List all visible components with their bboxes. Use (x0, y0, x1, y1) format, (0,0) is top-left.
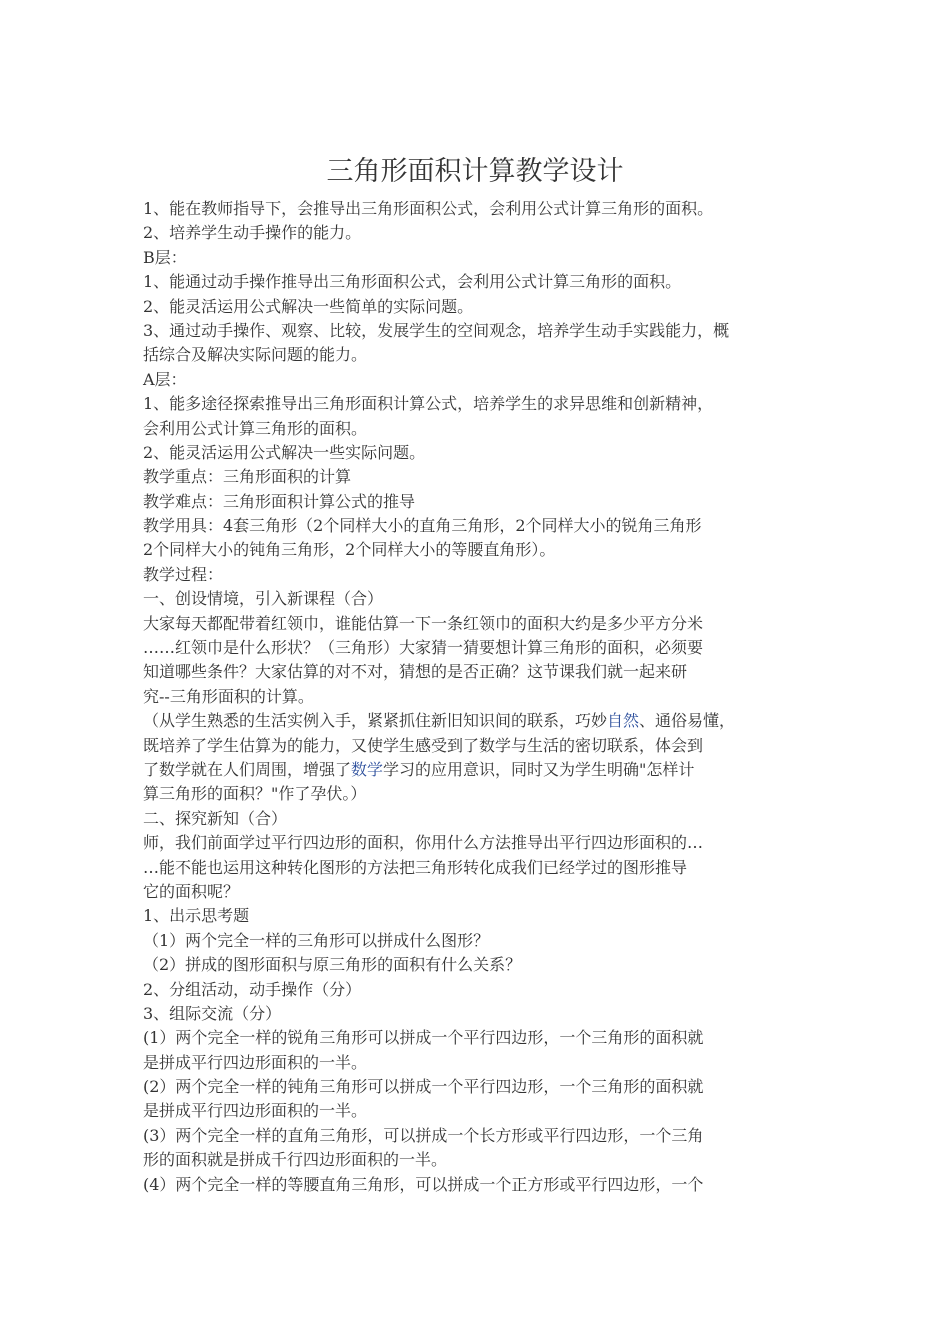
text-line: 是拼成平行四边形面积的一半。 (143, 1052, 368, 1072)
link-ziran[interactable]: 自然 (607, 711, 640, 731)
text-line: 教学重点：三角形面积的计算 (143, 467, 352, 487)
text-line: 教学用具：4套三角形（2个同样大小的直角三角形，2个同样大小的锐角三角形 (143, 516, 702, 536)
text-line: 是拼成平行四边形面积的一半。 (143, 1101, 368, 1121)
text-line: 1、能多途径探索推导出三角形面积计算公式，培养学生的求异思维和创新精神， (143, 394, 714, 414)
text-line: 1、出示思考题 (143, 906, 250, 926)
document-title: 三角形面积计算教学设计 (326, 156, 624, 187)
text-line: A层： (143, 369, 187, 389)
text-line: 究--三角形面积的计算。 (143, 686, 314, 706)
text-line: 2、能灵活运用公式解决一些简单的实际问题。 (143, 296, 474, 316)
text-line: …能不能也运用这种转化图形的方法把三角形转化成我们已经学过的图形推导 (143, 857, 688, 877)
text-line: 2个同样大小的钝角三角形，2个同样大小的等腰直角形）。 (143, 540, 556, 560)
text-line: 大家每天都配带着红领巾，谁能估算一下一条红领巾的面积大约是多少平方分米 (143, 613, 704, 633)
text-line: 一、创设情境，引入新课程（合） (143, 589, 384, 609)
text-line: (1）两个完全一样的锐角三角形可以拼成一个平行四边形，一个三角形的面积就 (143, 1028, 704, 1048)
note-line (143, 709, 811, 733)
document-body (143, 197, 811, 1197)
text-line: (4）两个完全一样的等腰直角三角形，可以拼成一个正方形或平行四边形，一个 (143, 1174, 704, 1194)
text-line: 它的面积呢？ (143, 881, 240, 901)
text-line: (3）两个完全一样的直角三角形，可以拼成一个长方形或平行四边形，一个三角 (143, 1125, 704, 1145)
text-line: （2）拼成的图形面积与原三角形的面积有什么关系？ (143, 955, 522, 975)
note-line: 既培养了学生估算为的能力，又使学生感受到了数学与生活的密切联系，体会到 (143, 735, 704, 755)
text-line: 1、能通过动手操作推导出三角形面积公式，会利用公式计算三角形的面积。 (143, 272, 682, 292)
text-line: 教学难点：三角形面积计算公式的推导 (143, 491, 416, 511)
note-text: 、通俗易懂， (639, 711, 736, 731)
text-line: 2、分组活动，动手操作（分） (143, 979, 362, 999)
text-line: 括综合及解决实际问题的能力。 (143, 345, 368, 365)
text-line: 会利用公式计算三角形的面积。 (143, 418, 368, 438)
note-text: （从学生熟悉的生活实例入手，紧紧抓住新旧知识间的联系，巧妙 (143, 711, 608, 731)
text-line: 2、培养学生动手操作的能力。 (143, 223, 362, 243)
text-line: 师，我们前面学过平行四边形的面积，你用什么方法推导出平行四边形面积的… (143, 833, 704, 853)
text-line: B层： (143, 247, 187, 267)
text-line: ……红领巾是什么形状？（三角形）大家猜一猜要想计算三角形的面积，必须要 (143, 638, 704, 658)
text-line: 教学过程： (143, 564, 224, 584)
note-line (143, 758, 811, 782)
note-text: 了数学就在人们周围，增强了 (143, 759, 352, 779)
text-line: 1、能在教师指导下，会推导出三角形面积公式，会利用公式计算三角形的面积。 (143, 199, 714, 218)
text-line: (2）两个完全一样的钝角三角形可以拼成一个平行四边形，一个三角形的面积就 (143, 1077, 704, 1097)
note-text: 学习的应用意识，同时又为学生明确"怎样计 (383, 759, 695, 779)
note-line: 算三角形的面积？"作了孕伏。） (143, 784, 367, 804)
text-line: 知道哪些条件？大家估算的对不对，猜想的是否正确？这节课我们就一起来研 (143, 662, 688, 682)
text-line: 3、组际交流（分） (143, 1003, 282, 1023)
text-line: 二、探究新知（合） (143, 808, 288, 828)
text-line: 形的面积就是拼成千行四边形面积的一半。 (143, 1150, 448, 1170)
text-line: 3、通过动手操作、观察、比较，发展学生的空间观念，培养学生动手实践能力，概 (143, 320, 730, 340)
link-shuxue[interactable]: 数学 (351, 759, 384, 779)
text-line: 2、能灵活运用公式解决一些实际问题。 (143, 442, 426, 462)
text-line: （1）两个完全一样的三角形可以拼成什么图形？ (143, 930, 490, 950)
